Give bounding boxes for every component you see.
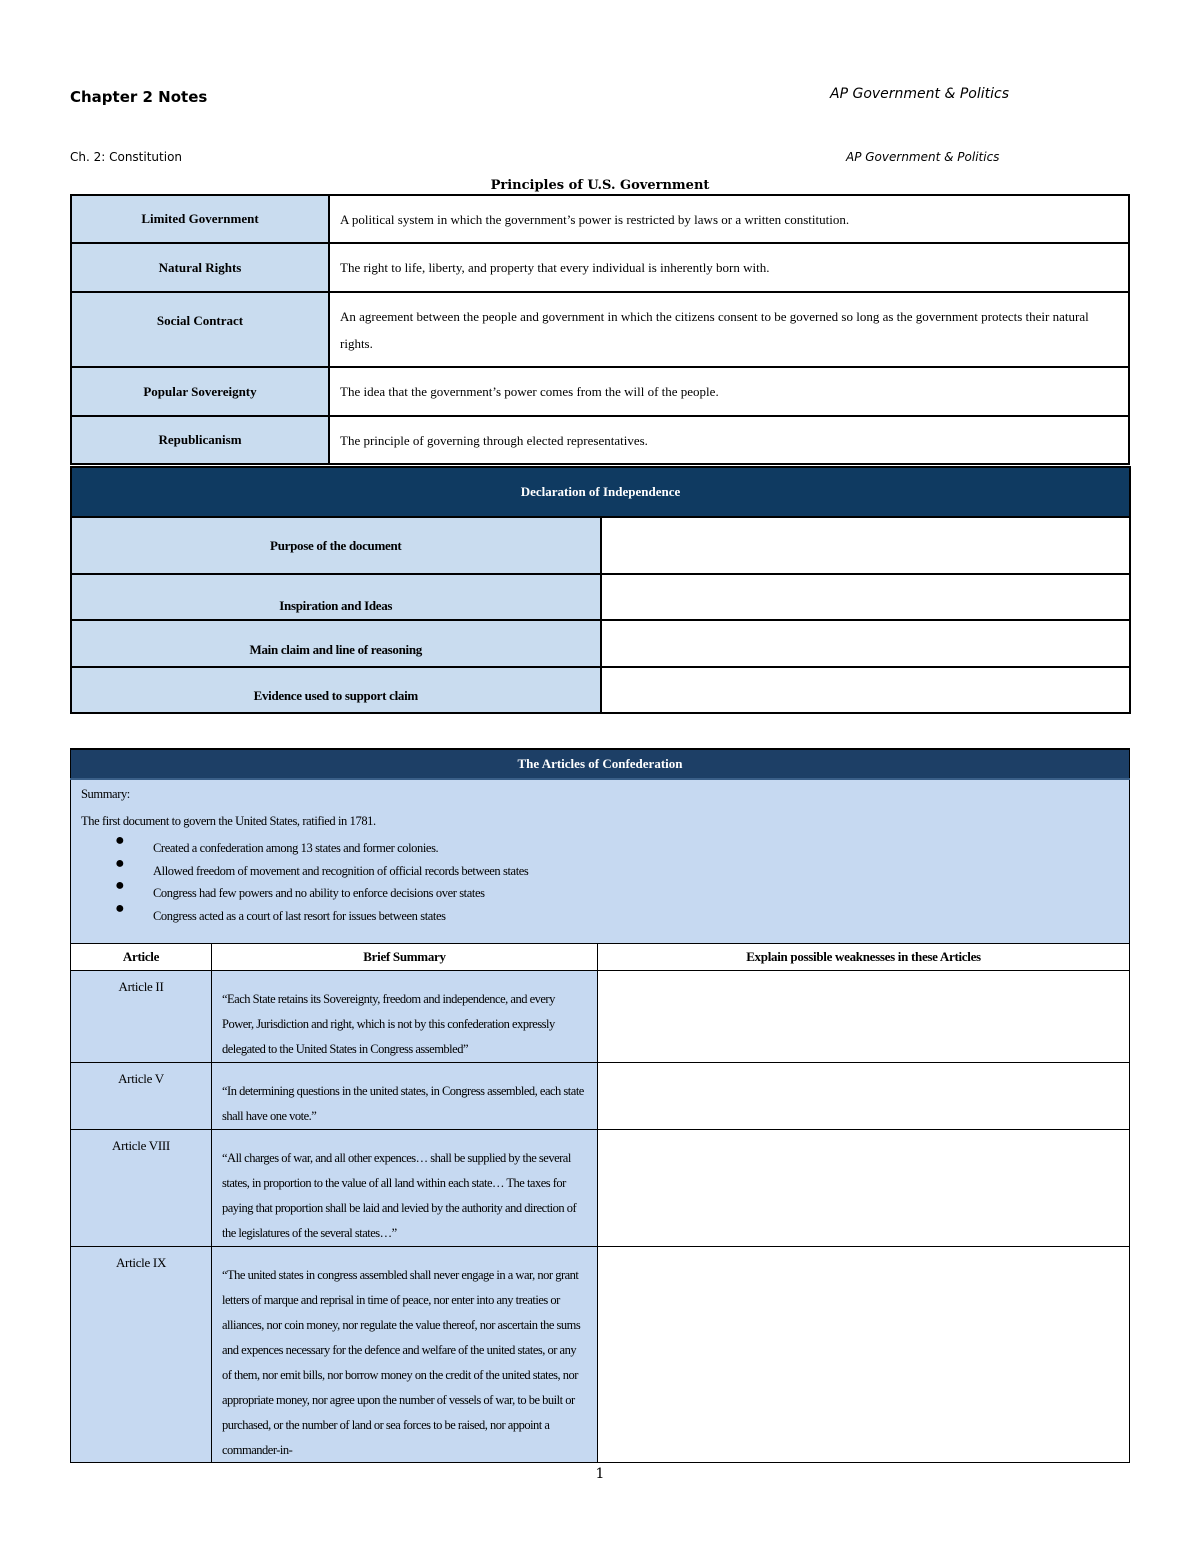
declaration-answer-field[interactable] bbox=[601, 620, 1131, 667]
bullet-text: Congress acted as a court of last resort for issues between states bbox=[153, 908, 446, 923]
articles-header-row bbox=[71, 749, 1130, 779]
declaration-question: Main claim and line of reasoning bbox=[71, 620, 601, 667]
declaration-question: Purpose of the document bbox=[71, 517, 601, 574]
declaration-answer-field[interactable] bbox=[601, 517, 1131, 574]
principle-definition[interactable]: An agreement between the people and government in which the citizens consent to be governed so long as the government protects their natural rights. bbox=[329, 292, 1129, 367]
weakness-answer-field[interactable] bbox=[598, 1129, 1130, 1246]
article-summary: “In determining questions in the united states, in Congress assembled, each state shall have one vote.” bbox=[212, 1062, 598, 1129]
declaration-answer-field[interactable] bbox=[601, 574, 1131, 620]
course-title: AP Government & Politics bbox=[830, 86, 1009, 102]
principle-definition[interactable]: The principle of governing through elected representatives. bbox=[329, 416, 1129, 464]
principles-table bbox=[70, 194, 1130, 465]
principle-term: Natural Rights bbox=[71, 243, 329, 292]
weakness-answer-field[interactable] bbox=[598, 970, 1130, 1062]
article-summary: “All charges of war, and all other expences… shall be supplied by the several states, in proportion to the value of all land within each state… The taxes for paying that proportion shall be laid and levied by the authority and direction of the legislatures of the several states…” bbox=[212, 1129, 598, 1246]
principles-row bbox=[71, 367, 1129, 416]
declaration-table bbox=[70, 466, 1131, 714]
bullet-icon: ● bbox=[115, 899, 125, 917]
article-label: Article IX bbox=[71, 1246, 212, 1462]
article-label: Article V bbox=[71, 1062, 212, 1129]
summary-text: The first document to govern the United States, ratified in 1781. bbox=[81, 813, 376, 828]
principles-row bbox=[71, 292, 1129, 367]
bullet-text: Created a confederation among 13 states and former colonies. bbox=[153, 841, 439, 855]
principles-table-title: Principles of U.S. Government bbox=[490, 178, 710, 193]
article-summary bbox=[212, 1246, 598, 1462]
principles-row bbox=[71, 416, 1129, 464]
articles-column-header-row bbox=[71, 943, 1130, 970]
articles-summary bbox=[71, 779, 1130, 943]
list-item bbox=[115, 854, 1119, 883]
articles-summary-row bbox=[71, 779, 1130, 943]
table-row bbox=[71, 970, 1130, 1062]
declaration-row bbox=[71, 517, 1130, 574]
article-summary: “Each State retains its Sovereignty, freedom and independence, and every Power, Jurisdiction and right, which is not by this confederation expressly delegated to the United States in Congress assembled” bbox=[212, 970, 598, 1062]
list-item bbox=[115, 832, 1119, 860]
articles-title: The Articles of Confederation bbox=[71, 749, 1130, 779]
table-row bbox=[71, 1246, 1130, 1462]
declaration-question: Evidence used to support claim bbox=[71, 667, 601, 713]
declaration-answer-field[interactable] bbox=[601, 667, 1131, 713]
declaration-row bbox=[71, 667, 1130, 713]
summary-bullet-list bbox=[81, 832, 1119, 927]
page-number: 1 bbox=[595, 1466, 605, 1482]
weakness-answer-field[interactable] bbox=[598, 1062, 1130, 1129]
column-header-article: Article bbox=[71, 943, 212, 970]
column-header-weaknesses: Explain possible weaknesses in these Articles bbox=[598, 943, 1130, 970]
principle-definition[interactable]: The right to life, liberty, and property that every individual is inherently born with. bbox=[329, 243, 1129, 292]
table-row bbox=[71, 1062, 1130, 1129]
principle-term: Social Contract bbox=[71, 292, 329, 367]
principle-term: Republicanism bbox=[71, 416, 329, 464]
chapter-subtitle: Ch. 2: Constitution bbox=[70, 150, 183, 164]
declaration-row bbox=[71, 574, 1130, 620]
declaration-header-row bbox=[71, 467, 1130, 517]
principles-row bbox=[71, 195, 1129, 243]
declaration-question: Inspiration and Ideas bbox=[71, 574, 601, 620]
article-summary-text: “The united states in congress assembled shall never engage in a war, nor grant letters of marque and reprisal in time of peace, nor enter into any treaties or alliances, nor coin money, nor regulate the value thereof, nor ascertain the sums and expences necessary for the defence and welfare of the united states, or any of them, nor emit bills, nor borrow money on the credit of the united states, nor appropriate money, nor agree upon the number of vessels of war, to be built or purchased, or the number of land or sea forces to be raised, nor appoint a commander-in- bbox=[222, 1267, 581, 1457]
principle-term: Popular Sovereignty bbox=[71, 367, 329, 416]
weakness-answer-field[interactable] bbox=[598, 1246, 1130, 1462]
bullet-icon: ● bbox=[115, 854, 125, 872]
list-item bbox=[115, 877, 1119, 905]
column-header-summary: Brief Summary bbox=[212, 943, 598, 970]
declaration-row bbox=[71, 620, 1130, 667]
article-label: Article II bbox=[71, 970, 212, 1062]
table-row bbox=[71, 1129, 1130, 1246]
bullet-icon: ● bbox=[115, 832, 125, 849]
declaration-title: Declaration of Independence bbox=[71, 467, 1130, 517]
principles-row bbox=[71, 243, 1129, 292]
bullet-text: Allowed freedom of movement and recognition of official records between states bbox=[153, 863, 529, 878]
principle-definition[interactable]: A political system in which the government’s power is restricted by laws or a written constitution. bbox=[329, 195, 1129, 243]
list-item bbox=[115, 899, 1119, 928]
principle-definition[interactable]: The idea that the government’s power comes from the will of the people. bbox=[329, 367, 1129, 416]
course-subtitle: AP Government & Politics bbox=[846, 150, 1000, 164]
document-title: Chapter 2 Notes bbox=[70, 88, 208, 106]
articles-table bbox=[70, 748, 1130, 1463]
article-label: Article VIII bbox=[71, 1129, 212, 1246]
summary-label: Summary: bbox=[81, 787, 130, 801]
bullet-text: Congress had few powers and no ability to enforce decisions over states bbox=[153, 886, 485, 900]
principle-term: Limited Government bbox=[71, 195, 329, 243]
bullet-icon: ● bbox=[115, 877, 125, 894]
